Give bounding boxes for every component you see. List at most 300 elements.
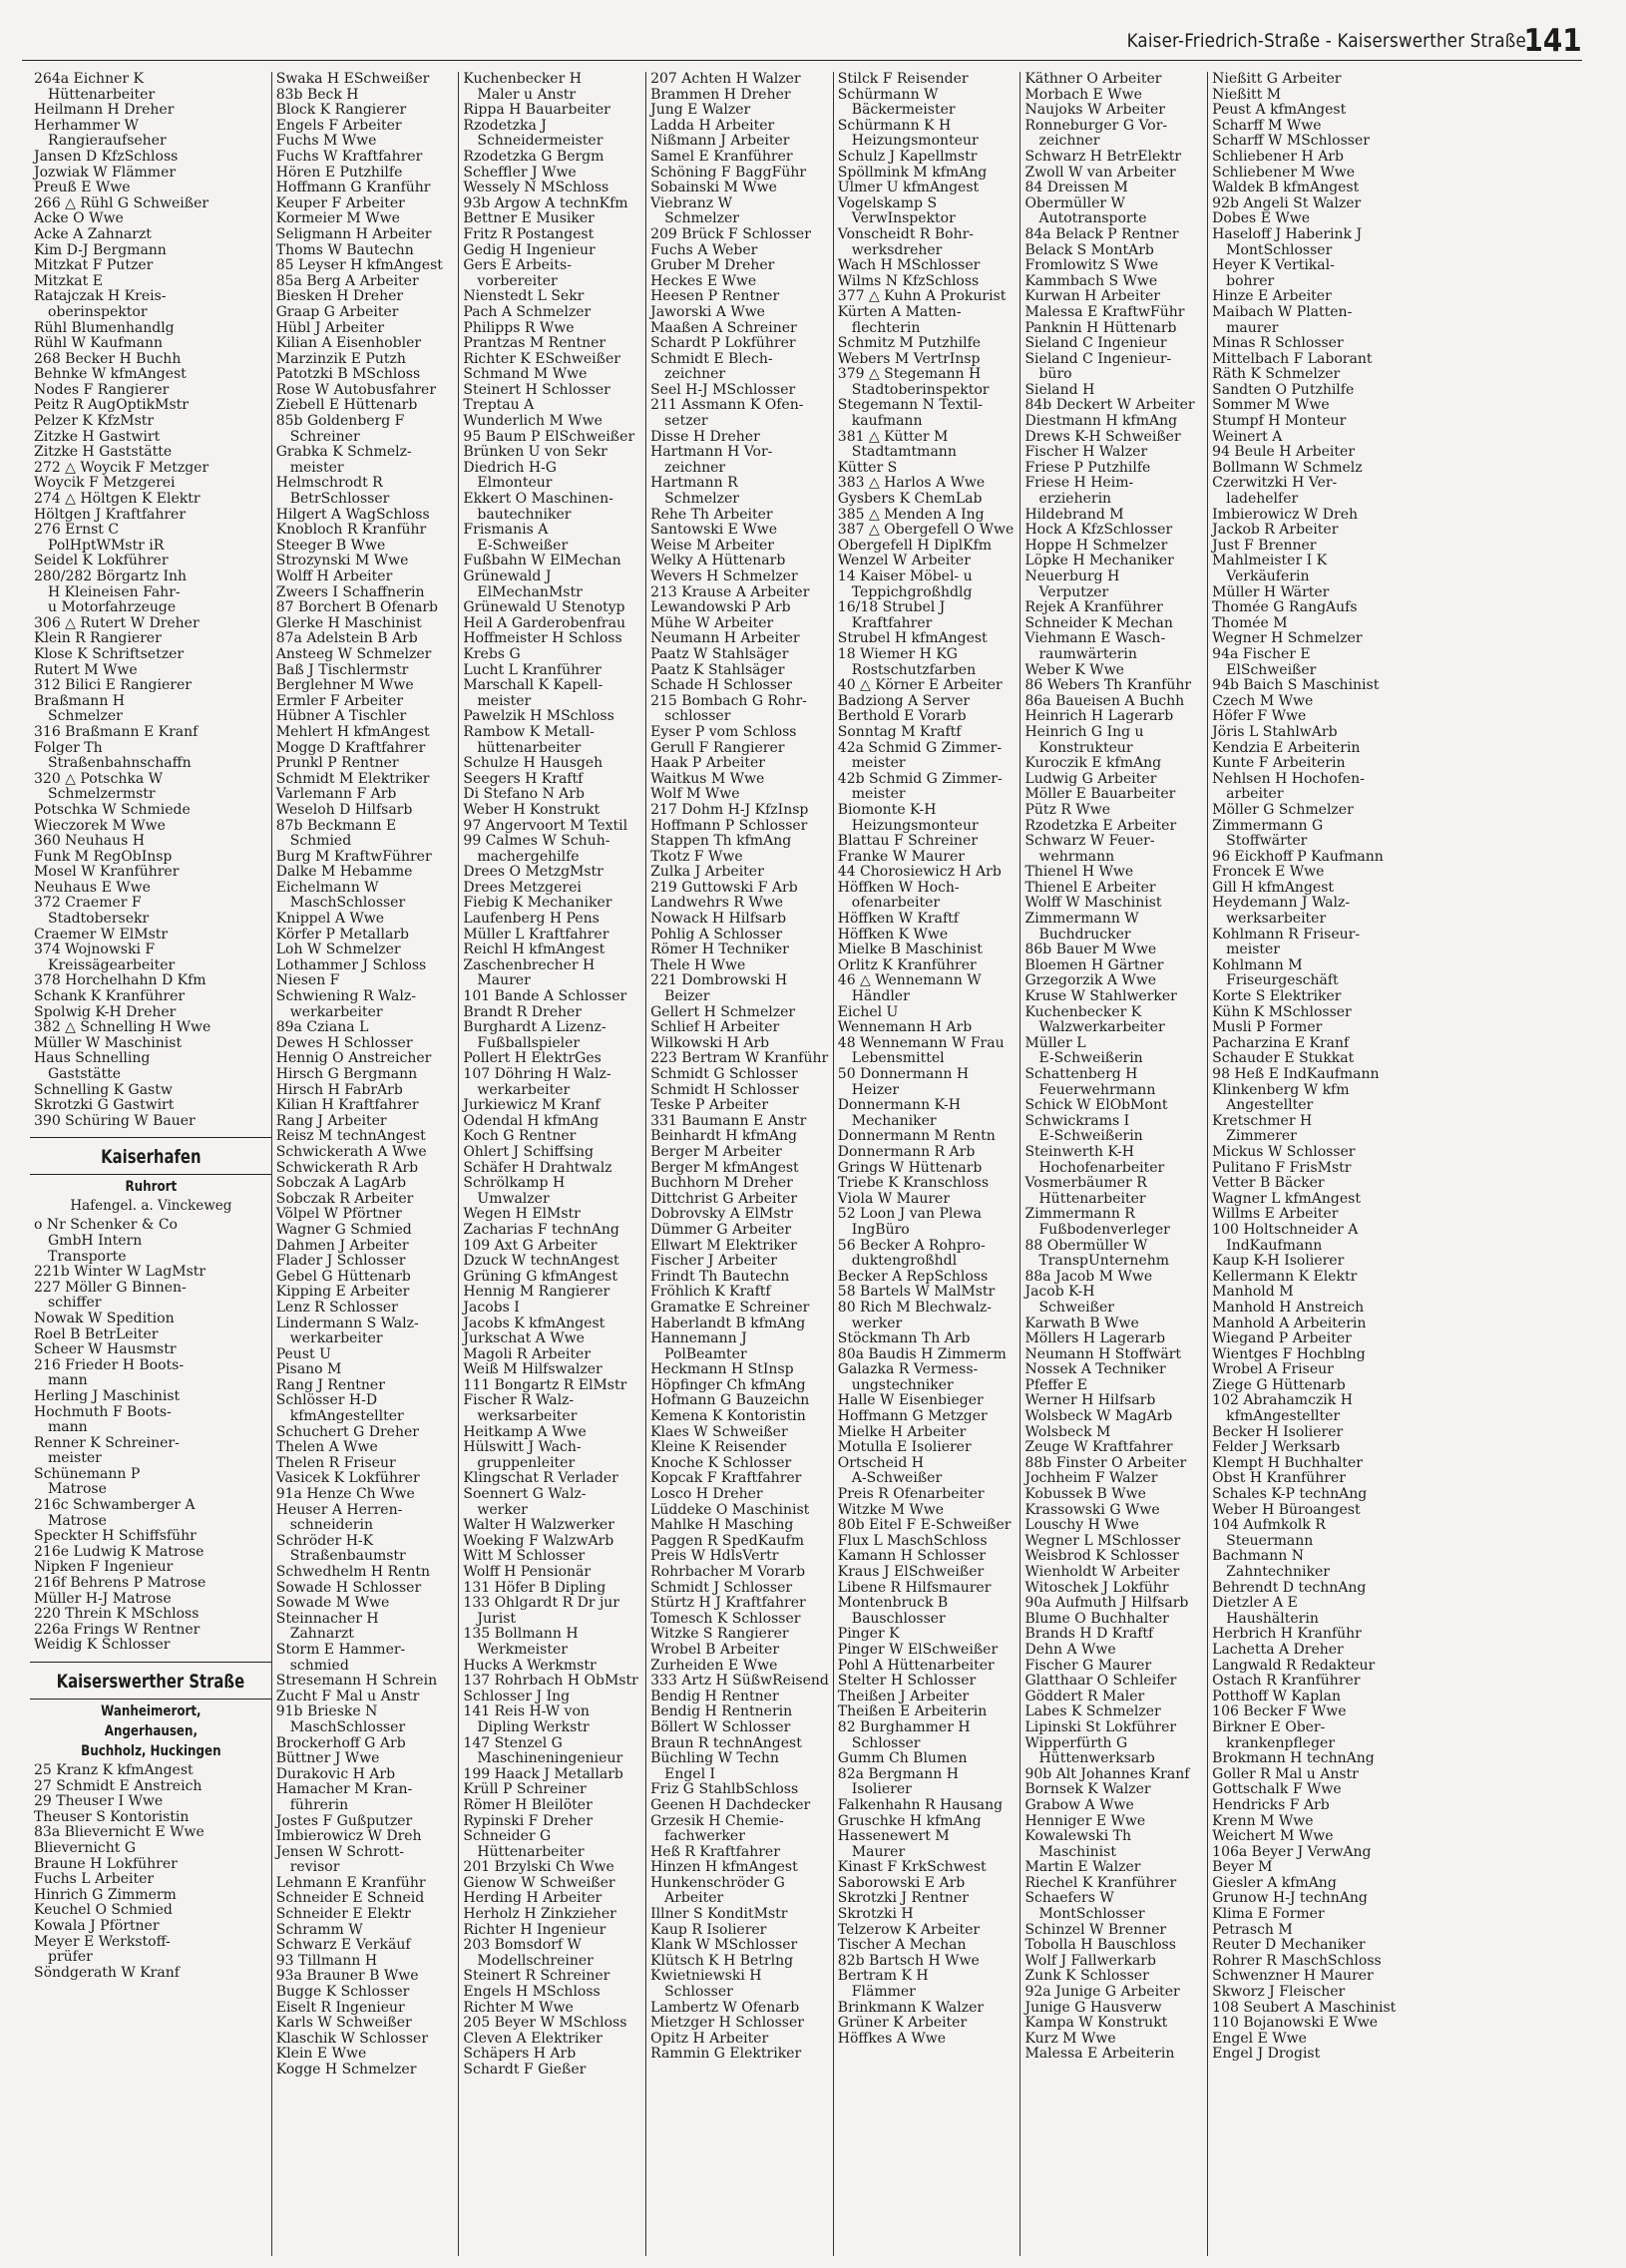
directory-entry: Klaschik W Schlosser	[275, 2030, 429, 2047]
directory-entry: Bäckermeister	[851, 102, 956, 119]
directory-entry: Hochofenarbeiter	[1038, 1159, 1165, 1176]
directory-entry: Dzuck W technAngest	[463, 1253, 619, 1270]
directory-entry: meister	[477, 692, 532, 709]
directory-entry: Weise M Arbeiter	[650, 537, 774, 554]
directory-entry: Hennig O Anstreicher	[275, 1050, 432, 1067]
directory-entry: Schramm W	[275, 1921, 363, 1938]
directory-entry: Opitz H Arbeiter	[650, 2030, 769, 2047]
directory-entry: Ermler F Arbeiter	[275, 692, 404, 709]
directory-entry: Klaes W Schweißer	[650, 1423, 788, 1440]
directory-entry: Scharff W MSchlosser	[1212, 133, 1370, 150]
directory-entry: 83a Blievernicht E Wwe	[34, 1824, 204, 1841]
directory-entry: MontSchlosser	[1038, 1906, 1145, 1923]
directory-entry: Krüll P Schreiner	[463, 1781, 587, 1798]
directory-entry: Maschineningenieur	[477, 1750, 623, 1767]
directory-entry: Varlemann F Arb	[275, 786, 397, 803]
directory-entry: Dobes E Wwe	[1212, 210, 1311, 227]
directory-entry: Kipping E Arbeiter	[275, 1284, 410, 1301]
directory-entry: Flader J Schlosser	[275, 1253, 406, 1270]
directory-entry: 89a Cziana L	[275, 1019, 369, 1036]
directory-entry: Thomée G RangAufs	[1212, 599, 1358, 616]
directory-entry: Müller L Kraftfahrer	[463, 926, 610, 943]
directory-entry: Schäpers H Arb	[463, 2046, 577, 2063]
directory-entry: Diedrich H-G	[463, 459, 557, 476]
directory-entry: Heckmann H StInsp	[650, 1361, 794, 1378]
directory-entry: Wilms N KfzSchloss	[837, 272, 980, 289]
directory-entry: Landwehrs R Wwe	[650, 895, 783, 912]
directory-entry: Jansen D KfzSchloss	[34, 148, 179, 165]
directory-entry: Frismanis A	[463, 522, 549, 539]
directory-entry: werkarbeiter	[289, 1330, 383, 1347]
directory-entry: Teppichgroßhdlg	[851, 583, 973, 600]
directory-entry: Stadtamtmann	[851, 444, 957, 461]
directory-entry: fachwerker	[664, 1828, 745, 1845]
directory-entry: Kuchenbecker K	[1024, 1003, 1142, 1020]
directory-entry: Mielke B Maschinist	[837, 942, 983, 958]
directory-entry: Waldek B kfmAngest	[1212, 180, 1360, 196]
directory-entry: Schwedhelm H Rentn	[275, 1564, 431, 1580]
running-title: Kaiser-Friedrich-Straße - Kaiserswerther Straße	[1126, 30, 1526, 52]
directory-entry: Cleven A Elektriker	[463, 2030, 603, 2047]
directory-entry: Ronneburger G Vor-	[1024, 117, 1168, 134]
directory-entry: Jozwiak W Flämmer	[34, 164, 177, 181]
directory-entry: Neuerburg H	[1024, 568, 1120, 584]
directory-entry: Drees O MetzgMstr	[463, 864, 604, 881]
directory-entry: 94b Baich S Maschinist	[1212, 677, 1380, 694]
directory-entry: bautechniker	[477, 506, 572, 523]
directory-entry: Theißen J Arbeiter	[837, 1688, 970, 1704]
directory-entry: Ostach R Kranführer	[1212, 1673, 1361, 1690]
directory-entry: machergehilfe	[477, 848, 580, 865]
directory-entry: Steinert R Schreiner	[463, 1968, 610, 1985]
directory-entry: Wieczorek M Wwe	[34, 817, 166, 834]
directory-entry: Wilkowski H Arb	[650, 1034, 770, 1051]
directory-entry: Hucks A Werkmstr	[463, 1657, 597, 1674]
directory-entry: Orlitz K Kranführer	[837, 956, 977, 973]
directory-entry: 141 Reis H-W von	[463, 1703, 590, 1720]
directory-entry: Heizer	[851, 1081, 900, 1098]
directory-column-7	[1207, 72, 1399, 2256]
directory-entry: 93 Tillmann H	[275, 1952, 378, 1969]
directory-entry: Viehmann E Wasch-	[1024, 630, 1166, 647]
directory-entry: 96 Eickhoff P Kaufmann	[1212, 848, 1384, 865]
directory-entry: Schöning F BaggFühr	[650, 164, 807, 181]
directory-entry: 379 △ Stegemann H	[837, 366, 982, 383]
directory-entry: Schattenberg H	[1024, 1066, 1138, 1082]
directory-entry: Ziebell E Hüttenarb	[275, 397, 418, 414]
directory-entry: Schwarz H BetrElektr	[1024, 148, 1182, 165]
directory-entry: Zimmermann G	[1212, 817, 1324, 834]
directory-entry: Jaworski A Wwe	[650, 303, 765, 320]
directory-entry: Klütsch K H Betrlng	[650, 1952, 794, 1969]
directory-entry: erzieherin	[1038, 491, 1112, 508]
directory-entry: Friese P Putzhilfe	[1024, 459, 1151, 476]
directory-entry: Brands H D Kraftf	[1024, 1626, 1154, 1643]
directory-entry: Hinzen H kfmAngest	[650, 1859, 798, 1876]
directory-entry: Fromlowitz S Wwe	[1024, 257, 1159, 274]
directory-entry: Körfer P Metallarb	[275, 926, 409, 943]
directory-entry: Kuroczik E kfmAng	[1024, 755, 1162, 772]
directory-entry: 203 Bomsdorf W	[463, 1937, 582, 1954]
directory-entry: Gramatke E Schreiner	[650, 1299, 810, 1316]
directory-entry: Göddert R Maler	[1024, 1688, 1145, 1704]
directory-entry: Schlief H Arbeiter	[650, 1019, 780, 1036]
directory-entry: Pohl A Hüttenarbeiter	[837, 1657, 995, 1674]
directory-entry: Beyer M	[1212, 1859, 1273, 1876]
directory-entry: Reisz M technAngest	[275, 1128, 426, 1145]
directory-entry: Richter K ESchweißer	[463, 350, 620, 367]
directory-entry: Berglehner M Wwe	[275, 677, 414, 694]
directory-entry: Hennig M Rangierer	[463, 1284, 610, 1301]
directory-entry: Seligmann H Arbeiter	[275, 225, 432, 242]
directory-entry: Witoschek J Lokführ	[1024, 1579, 1169, 1596]
directory-entry: 94a Fischer E	[1212, 645, 1311, 662]
directory-entry: 100 Holtschneider A	[1212, 1221, 1359, 1238]
directory-entry: Skworz J Fleischer	[1212, 1984, 1346, 2001]
directory-entry: 50 Donnermann H	[837, 1066, 970, 1082]
directory-entry: Illner S KonditMstr	[650, 1906, 788, 1923]
directory-entry: 80a Baudis H Zimmerm	[837, 1345, 1007, 1362]
directory-entry: Bollmann W Schmelz	[1212, 459, 1363, 476]
directory-entry: Magoli R Arbeiter	[463, 1345, 592, 1362]
directory-entry: Woeking F WalzwArb	[463, 1532, 614, 1549]
directory-entry: Wegen H ElMstr	[463, 1206, 581, 1223]
directory-entry: Burghardt A Lizenz-	[463, 1019, 607, 1036]
directory-entry: Steinwerth K-H	[1024, 1143, 1134, 1160]
directory-entry: Beinhardt H kfmAng	[650, 1128, 797, 1145]
directory-entry: Soennert G Walz-	[463, 1486, 587, 1503]
directory-entry: Weidig K Schlosser	[34, 1637, 171, 1654]
directory-entry: werksdreher	[851, 241, 943, 258]
directory-entry: Maurer	[851, 1843, 906, 1860]
directory-entry: Umwalzer	[477, 1190, 550, 1207]
directory-entry: Sobczak R Arbeiter	[275, 1190, 414, 1207]
directory-entry: Käthner O Arbeiter	[1024, 71, 1162, 87]
directory-entry: 93b Argow A technKfm	[463, 194, 628, 211]
directory-entry: 106 Becker F Wwe	[1212, 1703, 1347, 1720]
directory-entry: Grzegorzik A Wwe	[1024, 972, 1157, 989]
directory-entry: Fröhlich K Kraftf	[650, 1284, 771, 1301]
directory-entry: Ratajczak H Kreis-	[34, 288, 167, 305]
directory-entry: Jostes F Gußputzer	[275, 1812, 413, 1829]
directory-entry: Galazka R Vermess-	[837, 1361, 979, 1378]
directory-entry: Krenn M Wwe	[1212, 1812, 1314, 1829]
directory-entry: E-Schweißerin	[1038, 1128, 1143, 1145]
directory-entry: Kurwan H Arbeiter	[1024, 288, 1160, 305]
directory-entry: Friese H Heim-	[1024, 475, 1134, 492]
directory-entry: Hartmann H Vor-	[650, 444, 773, 461]
directory-entry: 84a Belack P Rentner	[1024, 225, 1179, 242]
directory-entry: Ekkert O Maschinen-	[463, 491, 613, 508]
directory-entry: Nehlsen H Hochofen-	[1212, 770, 1365, 787]
directory-entry: Heesen P Rentner	[650, 288, 780, 305]
directory-entry: Viola W Maurer	[837, 1190, 951, 1207]
directory-entry: Engel E Wwe	[1212, 2030, 1307, 2047]
directory-entry: Seegers H Kraftf	[463, 770, 584, 787]
directory-entry: Pawelzik H MSchloss	[463, 708, 614, 725]
directory-entry: krankenpfleger	[1226, 1734, 1336, 1751]
directory-entry: Pelzer K KfzMstr	[34, 413, 155, 430]
directory-entry: Zwoll W van Arbeiter	[1024, 164, 1176, 181]
directory-entry: Lebensmittel	[851, 1050, 945, 1067]
directory-entry: Lipinski St Lokführer	[1024, 1718, 1177, 1735]
directory-entry: Franke W Maurer	[837, 848, 965, 865]
directory-entry: Panknin H Hüttenarb	[1024, 319, 1177, 336]
directory-entry: 27 Schmidt E Anstreich	[34, 1777, 203, 1794]
directory-entry: Marschall K Kapell-	[463, 677, 604, 694]
directory-entry: Kammbach S Wwe	[1024, 272, 1158, 289]
directory-entry: Haushälterin	[1226, 1610, 1319, 1627]
directory-entry: Behnke W kfmAngest	[34, 366, 187, 383]
directory-entry: Mielke H Arbeiter	[837, 1423, 967, 1440]
directory-entry: Schmidt M Elektriker	[275, 770, 430, 787]
directory-entry: Wienholdt W Arbeiter	[1024, 1564, 1180, 1580]
directory-entry: Maaßen A Schreiner	[650, 319, 797, 336]
directory-entry: Vonscheidt R Bohr-	[837, 225, 975, 242]
directory-entry: Junige G Hausverw	[1024, 1999, 1162, 2016]
directory-entry: Bornsek K Walzer	[1024, 1781, 1151, 1798]
directory-entry: Heizungsmonteur	[851, 817, 979, 834]
directory-entry: Loh W Schmelzer	[275, 942, 401, 958]
directory-entry: Hoffmann P Schlosser	[650, 817, 808, 834]
directory-entry: Nowack H Hilfsarb	[650, 911, 787, 928]
directory-entry: Seidel K Lokführer	[34, 553, 169, 569]
directory-entry: 137 Rohrbach H ObMstr	[463, 1673, 638, 1690]
directory-entry: Autotransporte	[1038, 210, 1147, 227]
directory-entry: Feuerwehrmann	[1038, 1081, 1156, 1098]
directory-entry: Eiselt R Ingenieur	[275, 1999, 405, 2016]
directory-entry: Hoffmeister H Schloss	[463, 630, 622, 647]
directory-entry: Sowade H Schlosser	[275, 1579, 422, 1596]
directory-entry: Walzwerkarbeiter	[1038, 1019, 1165, 1036]
directory-entry: Schneidermeister	[477, 133, 604, 150]
directory-entry: Labes K Schmelzer	[1024, 1703, 1161, 1720]
directory-entry: Schwickrams I	[1024, 1112, 1130, 1129]
directory-entry: Matrose	[48, 1481, 107, 1498]
directory-entry: Naujoks W Arbeiter	[1024, 102, 1165, 119]
directory-entry: Schürmann W	[837, 86, 939, 103]
directory-entry: Scharff M Wwe	[1212, 117, 1322, 134]
directory-entry: 111 Bongartz R ElMstr	[463, 1376, 627, 1393]
directory-entry: 207 Achten H Walzer	[650, 71, 801, 87]
directory-entry: Haseloff J Haberink J	[1212, 225, 1363, 242]
directory-entry: Steuermann	[1226, 1532, 1314, 1549]
directory-entry: Braßmann H	[34, 692, 125, 709]
directory-entry: 87 Borchert B Ofenarb	[275, 599, 439, 616]
directory-entry: Stelter H Schlosser	[837, 1673, 977, 1690]
directory-entry: Bettner E Musiker	[463, 210, 595, 227]
directory-entry: Höffkes A Wwe	[837, 2030, 946, 2047]
directory-entry: H Kleineisen Fahr-	[48, 583, 181, 600]
directory-entry: Drews K-H Schweißer	[1024, 428, 1181, 445]
directory-entry: Beizer	[664, 988, 710, 1005]
directory-entry: 221 Dombrowski H	[650, 972, 788, 989]
directory-entry: Mahlke H Masching	[650, 1517, 794, 1534]
directory-entry: 390 Schüring W Bauer	[34, 1112, 196, 1129]
directory-entry: Schreiner	[289, 428, 360, 445]
directory-entry: Grüner K Arbeiter	[837, 2015, 968, 2032]
directory-entry: Scheffler J Wwe	[463, 164, 577, 181]
directory-entry: Grzesik H Chemie-	[650, 1812, 784, 1829]
directory-entry: Stresemann H Schrein	[275, 1673, 438, 1690]
directory-entry: zeichner	[1038, 133, 1100, 150]
directory-entry: Maurer	[477, 972, 531, 989]
directory-column-2	[271, 72, 459, 2256]
directory-entry: Belack S MontArb	[1024, 241, 1154, 258]
directory-entry: 44 Chorosiewicz H Arb	[837, 864, 1002, 881]
directory-entry: meister	[851, 755, 906, 772]
directory-entry: Schmelzermstr	[48, 786, 156, 803]
directory-entry: Dietzler A E	[1212, 1595, 1298, 1612]
directory-entry: Straßenbahnschaffn	[48, 755, 192, 772]
directory-entry: Schuchert G Dreher	[275, 1423, 419, 1440]
directory-entry: Langwald R Redakteur	[1212, 1657, 1376, 1674]
directory-entry: 316 Braßmann E Kranf	[34, 723, 199, 740]
directory-entry: Hunkenschröder G	[650, 1874, 785, 1891]
directory-entry: PolHptWMstr iR	[48, 537, 165, 554]
directory-entry: Engel J Drogist	[1212, 2046, 1321, 2063]
directory-entry: 86 Webers Th Kranführ	[1024, 677, 1192, 694]
directory-entry: Heinrich H Lagerarb	[1024, 708, 1174, 725]
directory-entry: Neumann H Arbeiter	[650, 630, 800, 647]
directory-entry: Hülswitt J Wach-	[463, 1439, 582, 1456]
directory-entry: Höltgen J Kraftfahrer	[34, 506, 187, 523]
district-note: Hafengel. a. Vinckeweg	[70, 1198, 232, 1215]
directory-entry: 42b Schmid G Zimmer-	[837, 770, 1003, 787]
directory-entry: flechterin	[851, 319, 921, 336]
directory-entry: PolBeamter	[664, 1345, 747, 1362]
directory-entry: Rippa H Bauarbeiter	[463, 102, 610, 119]
directory-entry: Czech M Wwe	[1212, 692, 1314, 709]
directory-entry: Kellermann K Elektr	[1212, 1268, 1358, 1285]
directory-entry: Hüttenarbeiter	[48, 86, 156, 103]
directory-entry: 93a Brauner B Wwe	[275, 1968, 419, 1985]
directory-entry: 104 Aufmkolk R	[1212, 1517, 1326, 1534]
directory-entry: GmbH Intern	[48, 1232, 143, 1249]
directory-entry: Bachmann N	[1212, 1548, 1305, 1565]
directory-entry: 56 Becker A Rohpro-	[837, 1237, 986, 1254]
directory-entry: Zucht F Mal u Anstr	[275, 1688, 420, 1704]
directory-entry: Schneider K Mechan	[1024, 614, 1173, 631]
directory-entry: Herling J Maschinist	[34, 1387, 181, 1404]
directory-entry: Preuß E Wwe	[34, 180, 131, 196]
directory-entry: Böllert W Schlosser	[650, 1718, 791, 1735]
directory-entry: Lüddeke O Maschinist	[650, 1501, 810, 1518]
directory-entry: Klein E Wwe	[275, 2046, 367, 2063]
directory-entry: Weber K Wwe	[1024, 661, 1124, 678]
directory-entry: Baß J Tischlermstr	[275, 661, 409, 678]
directory-entry: Stadtoberinspektor	[851, 381, 990, 398]
directory-entry: Arbeiter	[664, 1890, 724, 1907]
directory-entry: 135 Bollmann H	[463, 1626, 579, 1643]
directory-entry: Kreissägearbeiter	[48, 956, 176, 973]
directory-entry: Matrose	[48, 1512, 107, 1529]
directory-entry: Isolierer	[851, 1781, 912, 1798]
directory-entry: Paatz K Stahlsäger	[650, 661, 785, 678]
directory-entry: Lachetta A Dreher	[1212, 1641, 1344, 1658]
directory-entry: Patotzki B MSchloss	[275, 366, 421, 383]
directory-entry: Müller L	[1024, 1034, 1086, 1051]
directory-entry: 131 Höfer B Dipling	[463, 1579, 607, 1596]
directory-entry: Peust U	[275, 1345, 331, 1362]
directory-entry: Elmonteur	[477, 475, 553, 492]
directory-entry: Fuchs A Weber	[650, 241, 758, 258]
directory-entry: Potthoff W Kaplan	[1212, 1688, 1341, 1704]
directory-entry: Sieland C Ingenieur	[1024, 335, 1167, 352]
directory-entry: Bugge K Schlosser	[275, 1984, 410, 2001]
directory-entry: kaufmann	[851, 413, 923, 430]
directory-entry: Möller G Schmelzer	[1212, 801, 1354, 818]
directory-entry: Schales K-P technAng	[1212, 1486, 1368, 1503]
directory-entry: Fischer G Maurer	[1024, 1657, 1152, 1674]
directory-entry: Imbierowicz W Dreh	[275, 1828, 422, 1845]
directory-entry: Klingschat R Verlader	[463, 1470, 618, 1487]
directory-entry: 216c Schwamberger A	[34, 1497, 196, 1514]
directory-entry: Grabow A Wwe	[1024, 1796, 1134, 1813]
directory-entry: Vosmerbäumer R	[1024, 1175, 1147, 1192]
directory-entry: Wiegand P Arbeiter	[1212, 1330, 1352, 1347]
directory-entry: Jacob K-H	[1024, 1284, 1095, 1301]
directory-entry: Hassenewert M	[837, 1828, 950, 1845]
directory-entry: Santowski E Wwe	[650, 522, 778, 539]
directory-entry: Stürtz H J Kraftfahrer	[650, 1595, 806, 1612]
directory-entry: Maler u Anstr	[477, 86, 577, 103]
directory-entry: Wenzel W Arbeiter	[837, 553, 971, 569]
directory-entry: 86a Baueisen A Buchh	[1024, 692, 1185, 709]
directory-entry: Haak P Arbeiter	[650, 755, 765, 772]
directory-entry: Samel E Kranführer	[650, 148, 793, 165]
directory-entry: Gebel G Hüttenarb	[275, 1268, 411, 1285]
directory-entry: E-Schweißerin	[1038, 1050, 1143, 1067]
directory-entry: Theuser S Kontoristin	[34, 1808, 190, 1825]
directory-entry: Zaschenbrecher H	[463, 956, 596, 973]
directory-entry: Rehe Th Arbeiter	[650, 506, 773, 523]
directory-entry: Römer H Bleilöter	[463, 1796, 593, 1813]
directory-entry: Grunow H-J technAng	[1212, 1890, 1368, 1907]
directory-entry: Krebs G	[463, 645, 521, 662]
directory-entry: IndKaufmann	[1226, 1237, 1323, 1254]
directory-entry: werksarbeiter	[1226, 911, 1327, 928]
directory-entry: ElSchweißer	[1226, 661, 1317, 678]
directory-entry: Kaup K-H Isolierer	[1212, 1253, 1345, 1270]
directory-entry: Dümmer G Arbeiter	[650, 1221, 792, 1238]
directory-entry: Behrendt D technAng	[1212, 1579, 1367, 1596]
directory-entry: duktengroßhdl	[851, 1253, 958, 1270]
directory-entry: MaschSchlosser	[289, 895, 406, 912]
directory-entry: 40 △ Körner E Arbeiter	[837, 677, 1003, 694]
directory-entry: Pulitano F FrisMstr	[1212, 1159, 1352, 1176]
directory-entry: 133 Ohlgardt R Dr jur	[463, 1595, 619, 1612]
directory-entry: Weseloh D Hilfsarb	[275, 801, 413, 818]
directory-entry: Fuchs W Kraftfahrer	[275, 148, 423, 165]
directory-entry: Haus Schnelling	[34, 1050, 151, 1067]
directory-entry: 58 Bartels W MalMstr	[837, 1284, 996, 1301]
directory-entry: Diestmann H kfmAng	[1024, 413, 1178, 430]
directory-entry: Konstrukteur	[1038, 739, 1133, 756]
directory-entry: Steinnacher H	[275, 1610, 379, 1627]
directory-entry: werker	[477, 1501, 528, 1518]
directory-entry: Stegemann N Textil-	[837, 397, 984, 414]
directory-entry: Hüttenwerksarb	[1038, 1750, 1155, 1767]
directory-entry: Weber H Konstrukt	[463, 801, 601, 818]
directory-entry: 86b Bauer M Wwe	[1024, 942, 1157, 958]
directory-entry: Minas R Schlosser	[1212, 335, 1344, 352]
directory-entry: Vogelskamp S	[837, 194, 938, 211]
directory-entry: Braune H Lokführer	[34, 1855, 178, 1872]
district-heading: Buchholz, Huckingen	[81, 1743, 221, 1759]
directory-entry: Brandt R Dreher	[463, 1003, 582, 1020]
directory-entry: ladehelfer	[1226, 491, 1299, 508]
